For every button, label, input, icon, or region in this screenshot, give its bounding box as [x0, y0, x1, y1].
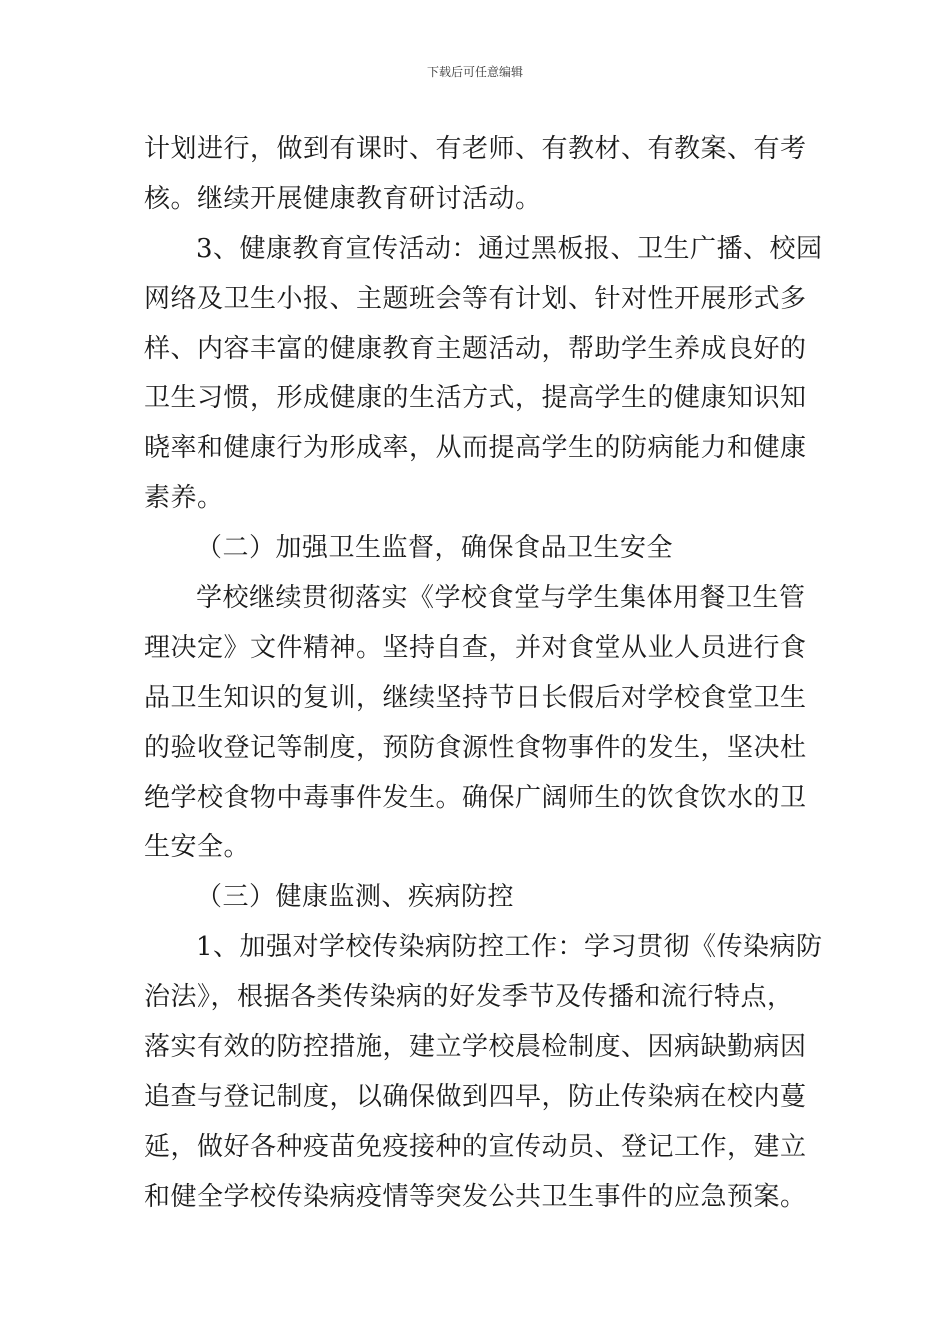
text-line: 和健全学校传染病疫情等突发公共卫生事件的应急预案。 [144, 1182, 807, 1212]
text-line: 生安全。 [144, 832, 251, 862]
text-line: 计划进行，做到有课时、有老师、有教材、有教案、有考 [144, 134, 807, 164]
text-line: 样、内容丰富的健康教育主题活动，帮助学生养成良好的 [144, 334, 807, 364]
text-line: 学校继续贯彻落实《学校食堂与学生集体用餐卫生管 [196, 583, 806, 613]
text-line: 卫生习惯，形成健康的生活方式，提高学生的健康知识知 [144, 383, 807, 413]
text-line: 素养。 [144, 483, 224, 513]
text-line: 理决定》文件精神。坚持自查，并对食堂从业人员进行食 [144, 633, 807, 663]
text-line: 延，做好各种疫苗免疫接种的宣传动员、登记工作，建立 [144, 1132, 807, 1162]
text-line: 绝学校食物中毒事件发生。确保广阔师生的饮食饮水的卫 [144, 783, 807, 813]
text-line: 核。继续开展健康教育研讨活动。 [144, 184, 542, 214]
text-line: 网络及卫生小报、主题班会等有计划、针对性开展形式多 [144, 284, 807, 314]
page-header: 下载后可任意编辑 [426, 65, 523, 79]
text-line: 1、加强对学校传染病防控工作：学习贯彻《传染病防 [196, 932, 823, 962]
text-line: 晓率和健康行为形成率，从而提高学生的防病能力和健康 [144, 433, 807, 463]
text-line: 追查与登记制度，以确保做到四早，防止传染病在校内蔓 [144, 1082, 807, 1112]
text-line: 落实有效的防控措施，建立学校晨检制度、因病缺勤病因 [144, 1032, 807, 1062]
text-line: 3、健康教育宣传活动：通过黑板报、卫生广播、校园 [196, 234, 823, 264]
section-heading: （三）健康监测、疾病防控 [196, 882, 515, 912]
text-line: 品卫生知识的复训，继续坚持节日长假后对学校食堂卫生 [144, 683, 807, 713]
section-heading: （二）加强卫生监督，确保食品卫生安全 [196, 533, 674, 563]
text-line: 治法》，根据各类传染病的好发季节及传播和流行特点， [144, 982, 794, 1012]
text-line: 的验收登记等制度，预防食源性食物事件的发生，坚决杜 [144, 733, 807, 763]
